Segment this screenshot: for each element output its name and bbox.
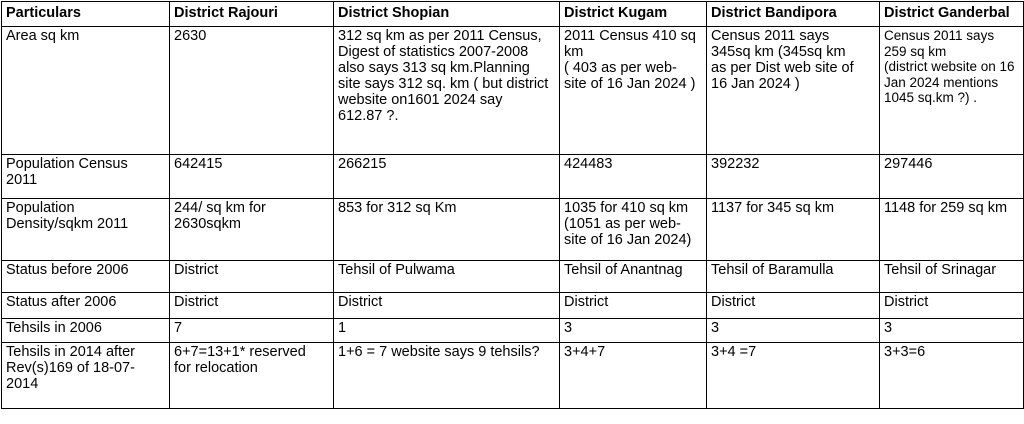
cell-kugam: Tehsil of Anantnag <box>560 261 707 293</box>
cell-particular: Status before 2006 <box>2 261 170 293</box>
cell-particular: Population Census 2011 <box>2 155 170 199</box>
cell-kugam: 3+4+7 <box>560 343 707 409</box>
cell-bandipora: Tehsil of Baramulla <box>707 261 880 293</box>
cell-kugam: District <box>560 293 707 319</box>
cell-particular: Tehsils in 2006 <box>2 319 170 343</box>
cell-ganderbal: 3+3=6 <box>880 343 1024 409</box>
cell-bandipora: Census 2011 says 345sq km (345sq km as per Dist web site of 16 Jan 2024 ) <box>707 27 880 155</box>
cell-particular: Area sq km <box>2 27 170 155</box>
cell-kugam: 2011 Census 410 sq km ( 403 as per web- site of 16 Jan 2024 ) <box>560 27 707 155</box>
district-comparison-table <box>1 1 1024 409</box>
header-district-rajouri: District Rajouri <box>170 2 334 27</box>
header-row <box>2 2 1024 27</box>
cell-bandipora: 1137 for 345 sq km <box>707 199 880 261</box>
row-tehsils-2006 <box>2 319 1024 343</box>
cell-bandipora: 392232 <box>707 155 880 199</box>
cell-particular: Population Density/sqkm 2011 <box>2 199 170 261</box>
cell-ganderbal: Census 2011 says 259 sq km (district website on 16 Jan 2024 mentions 1045 sq.km ?) . <box>880 27 1024 155</box>
cell-shopian: 1 <box>334 319 560 343</box>
cell-rajouri: 6+7=13+1* reserved for relocation <box>170 343 334 409</box>
cell-shopian: 1+6 = 7 website says 9 tehsils? <box>334 343 560 409</box>
cell-shopian: 853 for 312 sq Km <box>334 199 560 261</box>
row-status-before-2006 <box>2 261 1024 293</box>
header-district-ganderbal: District Ganderbal <box>880 2 1024 27</box>
row-population <box>2 155 1024 199</box>
cell-ganderbal: District <box>880 293 1024 319</box>
cell-rajouri: 7 <box>170 319 334 343</box>
cell-rajouri: 642415 <box>170 155 334 199</box>
cell-shopian: 266215 <box>334 155 560 199</box>
cell-kugam: 424483 <box>560 155 707 199</box>
cell-shopian: Tehsil of Pulwama <box>334 261 560 293</box>
cell-shopian: District <box>334 293 560 319</box>
cell-ganderbal: 1148 for 259 sq km <box>880 199 1024 261</box>
cell-particular: Status after 2006 <box>2 293 170 319</box>
row-tehsils-2014 <box>2 343 1024 409</box>
cell-bandipora: 3+4 =7 <box>707 343 880 409</box>
cell-particular: Tehsils in 2014 after Rev(s)169 of 18-07- 2014 <box>2 343 170 409</box>
cell-rajouri: 2630 <box>170 27 334 155</box>
cell-rajouri: District <box>170 261 334 293</box>
cell-ganderbal: 3 <box>880 319 1024 343</box>
cell-ganderbal: 297446 <box>880 155 1024 199</box>
header-district-bandipora: District Bandipora <box>707 2 880 27</box>
cell-kugam: 3 <box>560 319 707 343</box>
cell-ganderbal: Tehsil of Srinagar <box>880 261 1024 293</box>
cell-rajouri: District <box>170 293 334 319</box>
cell-kugam: 1035 for 410 sq km (1051 as per web- site of 16 Jan 2024) <box>560 199 707 261</box>
cell-bandipora: District <box>707 293 880 319</box>
row-density <box>2 199 1024 261</box>
row-status-after-2006 <box>2 293 1024 319</box>
row-area <box>2 27 1024 155</box>
cell-bandipora: 3 <box>707 319 880 343</box>
header-district-kugam: District Kugam <box>560 2 707 27</box>
cell-shopian: 312 sq km as per 2011 Census, Digest of statistics 2007-2008 also says 313 sq km.Planning site says 312 sq. km ( but district website on1601 2024 say 612.87 ?. <box>334 27 560 155</box>
cell-rajouri: 244/ sq km for 2630sqkm <box>170 199 334 261</box>
header-district-shopian: District Shopian <box>334 2 560 27</box>
header-particulars: Particulars <box>2 2 170 27</box>
